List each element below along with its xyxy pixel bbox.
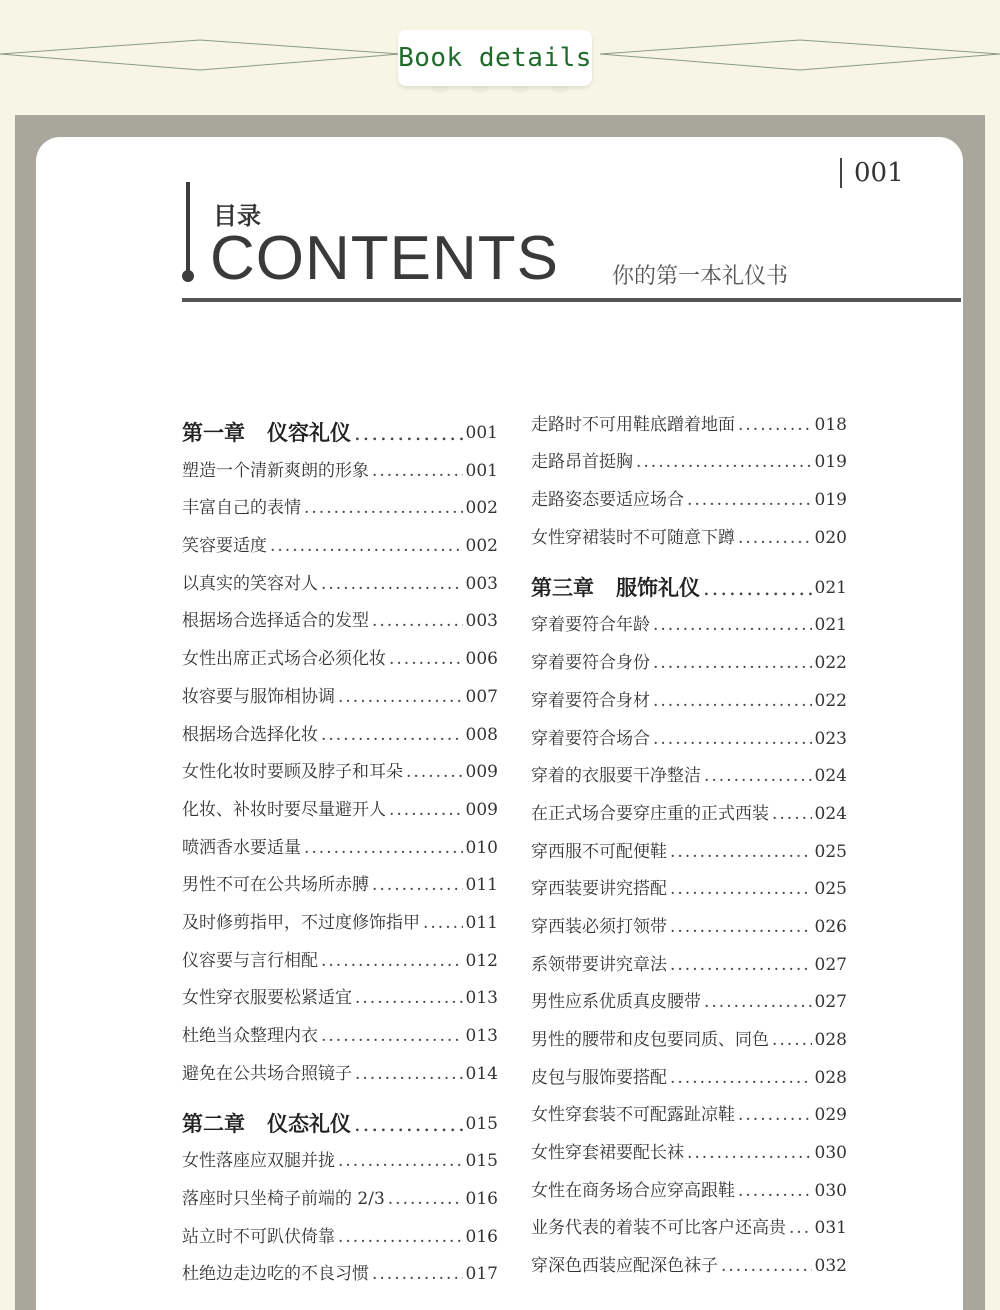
entry-page-number: 010 — [465, 837, 498, 858]
toc-entry — [531, 787, 847, 825]
entry-page-number: 022 — [814, 690, 847, 711]
title-chinese: 目录 — [213, 202, 261, 230]
entry-page-number: 021 — [814, 577, 847, 598]
dot-leader — [653, 728, 812, 750]
toc-entry — [531, 863, 847, 901]
toc-entry — [531, 1089, 847, 1127]
entry-page-number: 028 — [814, 1030, 847, 1050]
entry-title: 塑造一个清新爽朗的形象 — [182, 460, 369, 481]
dot-leader — [789, 1217, 812, 1239]
toc-entry — [182, 1009, 498, 1047]
entry-title: 走路昂首挺胸 — [531, 452, 633, 473]
entry-title: 穿着的衣服要干净整洁 — [531, 766, 701, 787]
entry-page-number: 001 — [465, 460, 498, 481]
dot-leader — [653, 652, 812, 674]
entry-title: 走路时不可用鞋底蹭着地面 — [531, 414, 735, 435]
chapter-title — [182, 1110, 351, 1136]
dot-leader — [355, 987, 463, 1009]
entry-title: 穿着要符合身材 — [531, 690, 650, 711]
entry-page-number: 022 — [814, 653, 847, 674]
dot-leader — [354, 1113, 463, 1135]
entry-page-number: 002 — [465, 536, 498, 557]
entry-page-number: 024 — [814, 803, 847, 824]
entry-title: 男性不可在公共场所赤膊 — [182, 875, 369, 896]
entry-page-number: 003 — [465, 573, 498, 594]
entry-title: 在正式场合要穿庄重的正式西装 — [531, 803, 769, 824]
dot-leader — [687, 489, 812, 511]
dot-leader — [670, 954, 812, 976]
entry-title: 杜绝当众整理内衣 — [182, 1026, 318, 1046]
dot-leader — [389, 799, 463, 821]
book-details-badge: Book details — [398, 30, 592, 86]
entry-page-number: 011 — [465, 875, 498, 896]
entry-title: 笑容要适度 — [182, 536, 267, 557]
entry-page-number: 019 — [814, 490, 847, 511]
entry-title: 穿西服不可配便鞋 — [531, 841, 667, 862]
entry-page-number: 030 — [814, 1143, 847, 1164]
toc-entry — [531, 1164, 847, 1202]
toc-entry — [182, 821, 498, 859]
toc-entry — [531, 938, 847, 976]
entry-title: 女性穿套裙要配长袜 — [531, 1143, 684, 1164]
dot-leader — [321, 573, 463, 595]
entry-page-number: 008 — [465, 724, 498, 745]
chapter-title — [182, 422, 351, 444]
toc-entry — [182, 746, 498, 784]
toc-entry — [531, 436, 847, 474]
entry-page-number: 016 — [465, 1226, 498, 1247]
entry-title: 穿深色西装应配深色袜子 — [531, 1256, 718, 1277]
toc-entry — [182, 632, 498, 670]
dot-leader — [372, 610, 463, 632]
entry-title: 女性出席正式场合必须化妆 — [182, 649, 386, 670]
toc-entry — [531, 1051, 847, 1089]
toc-chapter — [182, 398, 498, 444]
toc-entry — [531, 1239, 847, 1277]
entry-page-number: 014 — [465, 1063, 498, 1084]
entry-page-number: 027 — [814, 992, 847, 1013]
entry-page-number: 013 — [465, 988, 498, 1009]
entry-title: 站立时不可趴伏倚靠 — [182, 1226, 335, 1247]
dot-leader — [772, 803, 812, 825]
chapter-name: 仪态礼仪 — [267, 1110, 351, 1136]
entry-title: 女性穿衣服要松紧适宜 — [182, 988, 352, 1009]
entry-title: 穿西装要讲究搭配 — [531, 879, 667, 900]
dot-leader — [372, 874, 463, 896]
entry-page-number: 027 — [814, 954, 847, 975]
entry-title: 丰富自己的表情 — [182, 498, 301, 519]
entry-page-number: 016 — [465, 1189, 498, 1210]
entry-title: 喷洒香水要适量 — [182, 837, 301, 858]
chapter-name: 仪容礼仪 — [267, 420, 351, 445]
entry-page-number: 001 — [465, 423, 498, 443]
chapter-number: 第三章 — [531, 574, 594, 600]
entry-title: 妆容要与服饰相协调 — [182, 686, 335, 707]
toc-entry — [182, 482, 498, 520]
toc-chapter — [182, 1085, 498, 1135]
dot-leader — [372, 460, 463, 482]
toc-entry — [531, 750, 847, 788]
entry-page-number: 030 — [814, 1180, 847, 1201]
entry-title: 仪容要与言行相配 — [182, 950, 318, 971]
header-rule — [182, 298, 961, 302]
entry-page-number: 023 — [814, 728, 847, 749]
dot-leader — [721, 1255, 812, 1277]
entry-title: 以真实的笑容对人 — [182, 573, 318, 594]
toc-entry — [182, 708, 498, 746]
entry-title: 皮包与服饰要搭配 — [531, 1067, 667, 1088]
dot-leader — [270, 535, 463, 557]
toc-entry — [531, 1126, 847, 1164]
header-accent-dot — [182, 270, 194, 282]
toc-entry — [182, 670, 498, 708]
dot-leader — [653, 614, 812, 636]
entry-title: 穿西装必须打领带 — [531, 916, 667, 937]
entry-title: 女性化妆时要顾及脖子和耳朵 — [182, 762, 403, 783]
entry-title: 及时修剪指甲，不过度修饰指甲 — [182, 912, 420, 933]
dot-leader — [738, 527, 812, 549]
chapter-number: 第二章 — [182, 1110, 245, 1136]
dot-leader — [355, 1063, 463, 1085]
dot-leader — [338, 1150, 463, 1172]
entry-title: 根据场合选择化妆 — [182, 724, 318, 745]
dot-leader — [704, 765, 812, 787]
dot-leader — [636, 451, 812, 473]
toc-entry — [531, 636, 847, 674]
dot-leader — [670, 1067, 812, 1089]
dot-leader — [423, 912, 463, 934]
toc-entry — [182, 783, 498, 821]
toc-entry — [182, 1172, 498, 1210]
dot-leader — [304, 497, 463, 519]
entry-title: 男性应系优质真皮腰带 — [531, 992, 701, 1013]
dot-leader — [704, 991, 812, 1013]
toc-entry — [531, 473, 847, 511]
entry-page-number: 028 — [814, 1067, 847, 1088]
book-subtitle: 你的第一本礼仪书 — [612, 264, 789, 289]
toc-entry — [182, 859, 498, 897]
chapter-title — [531, 574, 700, 600]
dot-leader — [354, 422, 463, 444]
dot-leader — [772, 1029, 812, 1051]
entry-page-number: 018 — [814, 414, 847, 435]
toc-entry — [182, 1248, 498, 1286]
entry-page-number: 026 — [814, 916, 847, 937]
entry-title: 男性的腰带和皮包要同质、同色 — [531, 1030, 769, 1050]
entry-title: 女性穿套装不可配露趾凉鞋 — [531, 1105, 735, 1126]
entry-title: 走路姿态要适应场合 — [531, 490, 684, 511]
entry-page-number: 021 — [814, 615, 847, 636]
dot-leader — [670, 878, 812, 900]
toc-entry — [182, 1047, 498, 1085]
header-accent-bar — [186, 182, 190, 274]
title-english: CONTENTS — [210, 224, 559, 293]
entry-title: 根据场合选择适合的发型 — [182, 611, 369, 632]
dot-leader — [388, 1188, 463, 1210]
entry-title: 穿着要符合场合 — [531, 728, 650, 749]
toc-entry — [182, 1135, 498, 1173]
dot-leader — [321, 724, 463, 746]
toc-entry — [182, 934, 498, 972]
entry-page-number: 009 — [465, 799, 498, 820]
chapter-name: 服饰礼仪 — [616, 574, 700, 600]
toc-entry — [531, 1013, 847, 1051]
entry-page-number: 003 — [465, 611, 498, 632]
entry-page-number: 032 — [814, 1256, 847, 1277]
entry-title: 业务代表的着装不可比客户还高贵 — [531, 1218, 786, 1239]
entry-page-number: 013 — [465, 1026, 498, 1046]
toc-entry — [531, 674, 847, 712]
toc-chapter — [531, 549, 847, 599]
entry-title: 系领带要讲究章法 — [531, 954, 667, 975]
dot-leader — [670, 916, 812, 938]
entry-title: 女性在商务场合应穿高跟鞋 — [531, 1180, 735, 1201]
toc-entry — [531, 511, 847, 549]
dot-leader — [321, 1025, 463, 1047]
dot-leader — [738, 414, 812, 436]
entry-page-number: 012 — [465, 950, 498, 971]
entry-page-number: 006 — [465, 649, 498, 670]
toc-entry — [531, 599, 847, 637]
dot-leader — [338, 686, 463, 708]
entry-title: 避免在公共场合照镜子 — [182, 1063, 352, 1084]
entry-title: 穿着要符合身份 — [531, 653, 650, 674]
entry-page-number: 019 — [814, 452, 847, 473]
toc-entry — [182, 972, 498, 1010]
entry-page-number: 007 — [465, 686, 498, 707]
entry-page-number: 002 — [465, 498, 498, 519]
dot-leader — [389, 648, 463, 670]
entry-page-number: 020 — [814, 527, 847, 548]
dot-leader — [738, 1104, 812, 1126]
entry-page-number: 015 — [465, 1151, 498, 1172]
entry-title: 杜绝边走边吃的不良习惯 — [182, 1264, 369, 1285]
entry-page-number: 015 — [465, 1113, 498, 1134]
toc-left-column — [182, 398, 498, 1285]
entry-title: 女性落座应双腿并拢 — [182, 1151, 335, 1172]
entry-page-number: 009 — [465, 762, 498, 783]
entry-page-number: 031 — [814, 1218, 847, 1239]
toc-entry — [531, 825, 847, 863]
entry-page-number: 024 — [814, 766, 847, 787]
dot-leader — [670, 841, 812, 863]
toc-entry — [182, 595, 498, 633]
entry-title: 女性穿裙装时不可随意下蹲 — [531, 527, 735, 548]
toc-entry — [182, 444, 498, 482]
dot-leader — [338, 1226, 463, 1248]
toc-entry — [182, 1210, 498, 1248]
dot-leader — [372, 1263, 463, 1285]
dot-leader — [304, 837, 463, 859]
entry-page-number: 011 — [465, 912, 498, 933]
entry-page-number: 025 — [814, 841, 847, 862]
toc-right-column — [531, 398, 847, 1277]
toc-entry — [182, 519, 498, 557]
toc-entry — [531, 976, 847, 1014]
dot-leader — [687, 1142, 812, 1164]
dot-leader — [321, 950, 463, 972]
toc-entry — [531, 712, 847, 750]
toc-entry — [182, 557, 498, 595]
dot-leader — [406, 761, 463, 783]
dot-leader — [738, 1180, 812, 1202]
entry-title: 落座时只坐椅子前端的 2/3 — [182, 1189, 385, 1210]
entry-page-number: 017 — [465, 1264, 498, 1285]
dot-leader — [703, 577, 812, 599]
toc-entry — [531, 900, 847, 938]
toc-entry — [531, 1202, 847, 1240]
entry-title: 穿着要符合年龄 — [531, 615, 650, 636]
entry-page-number: 025 — [814, 879, 847, 900]
entry-title: 化妆、补妆时要尽量避开人 — [182, 799, 386, 820]
toc-entry — [182, 896, 498, 934]
entry-page-number: 029 — [814, 1105, 847, 1126]
chapter-number: 第一章 — [182, 420, 245, 445]
toc-entry — [531, 398, 847, 436]
dot-leader — [653, 690, 812, 712]
page-number: 001 — [840, 158, 904, 188]
